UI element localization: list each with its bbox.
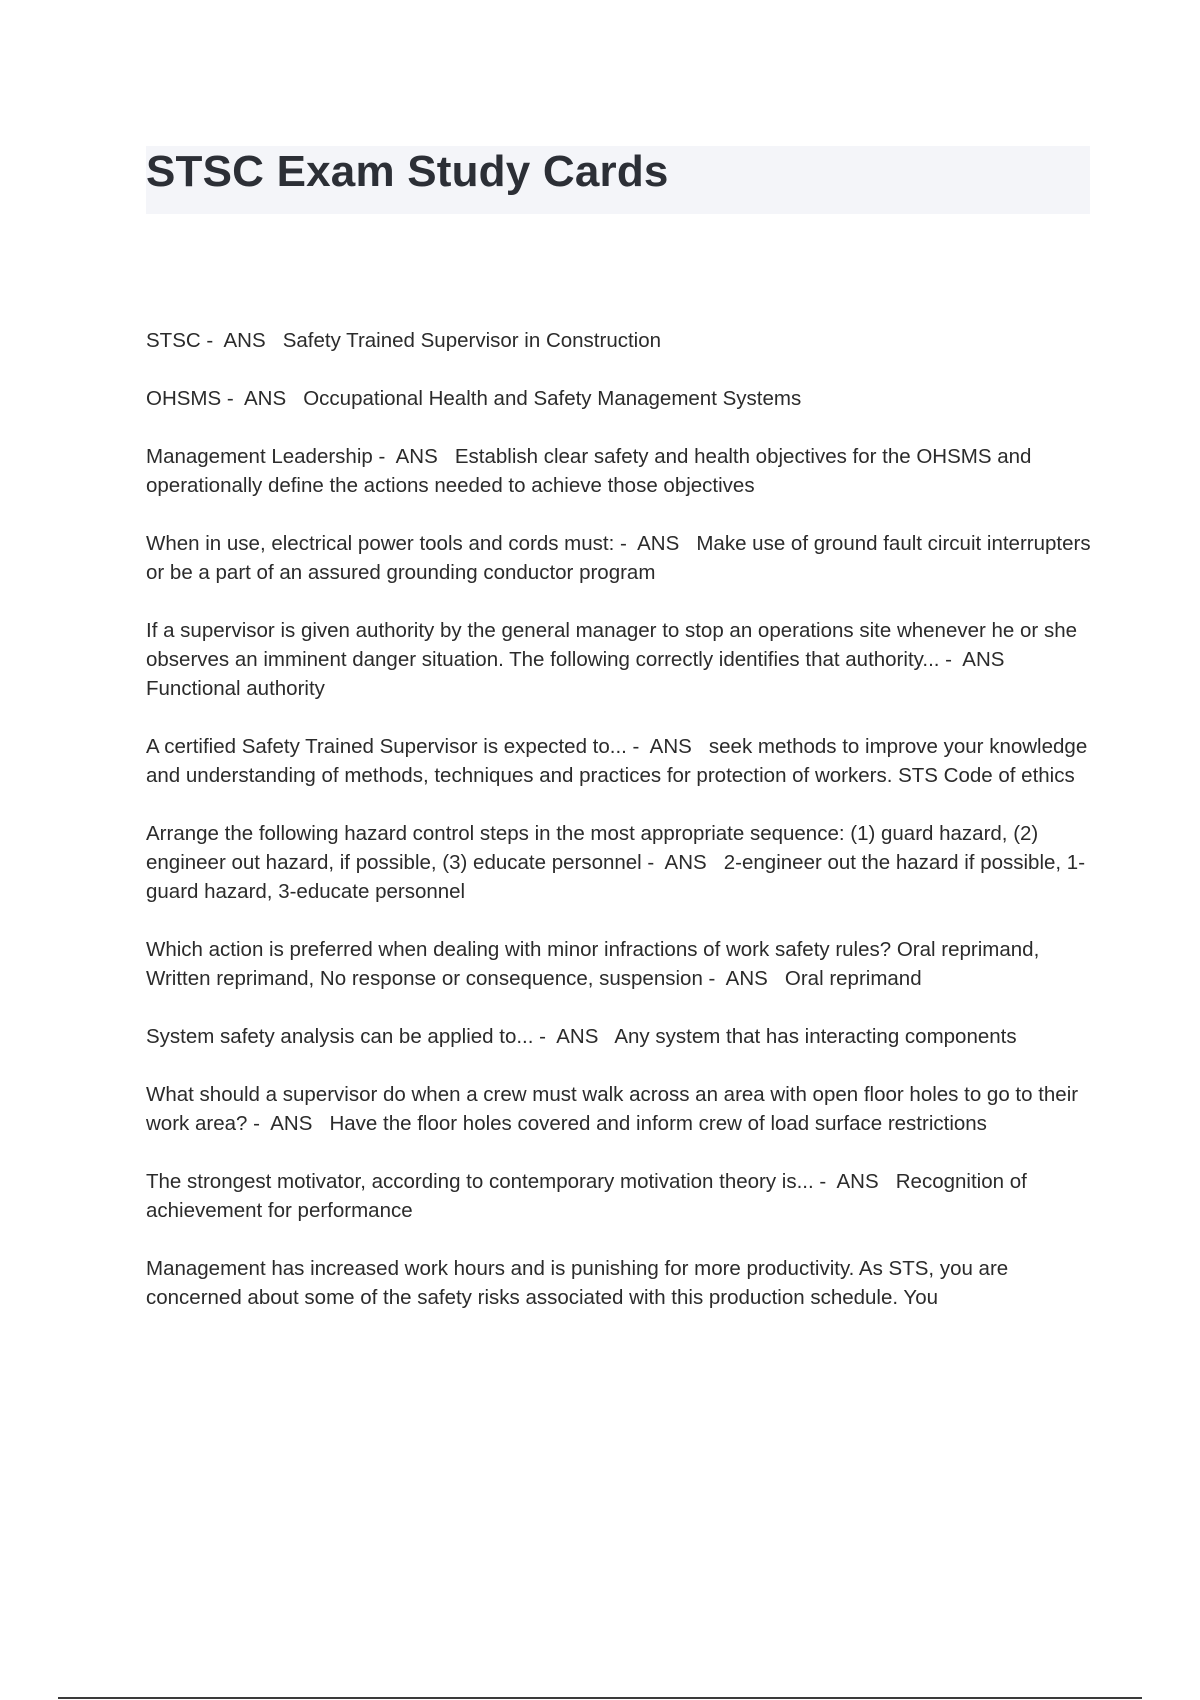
card-separator: -: [247, 1112, 271, 1135]
study-card-list: [146, 326, 1094, 1341]
card-question: STSC: [146, 329, 201, 352]
card-answer: Recognition of achievement for performance: [146, 1170, 1027, 1222]
study-card-item: [146, 616, 1094, 703]
card-question: Management Leadership: [146, 445, 373, 468]
answer-label: ANS: [395, 445, 438, 468]
card-question: System safety analysis can be applied to...: [146, 1025, 534, 1048]
study-card-item: [146, 326, 1094, 355]
study-card-item-truncated: Management has increased work hours and is punishing for more productivity. As STS, you are concerned about some of the safety risks associated with this production schedule. You: [146, 1257, 1009, 1309]
answer-label: ANS: [243, 387, 287, 410]
study-card-item: [146, 442, 1094, 500]
answer-label: ANS: [836, 1170, 879, 1193]
card-separator: -: [372, 445, 396, 468]
card-question: When in use, electrical power tools and cords must:: [146, 532, 615, 555]
card-question: Which action is preferred when dealing with minor infractions of work safety rules? Oral reprimand, Written reprimand, No response or consequence, suspension: [146, 938, 1040, 990]
footer-divider: [58, 1697, 1142, 1699]
study-card-item: [146, 384, 1094, 413]
card-answer: Any system that has interacting components: [614, 1025, 1017, 1048]
card-separator: -: [702, 967, 726, 990]
answer-label: ANS: [223, 329, 266, 352]
card-separator: -: [813, 1170, 837, 1193]
card-question: What should a supervisor do when a crew must walk across an area with open floor holes to go to their work area?: [146, 1083, 1079, 1135]
card-separator: -: [641, 851, 665, 874]
study-card-item: [146, 935, 1094, 993]
card-answer: 2-engineer out the hazard if possible, 1-guard hazard, 3-educate personnel: [146, 851, 1086, 903]
card-answer: Make use of ground fault circuit interrupters or be a part of an assured grounding conductor program: [146, 532, 1091, 584]
card-answer: Have the floor holes covered and inform crew of load surface restrictions: [329, 1112, 987, 1135]
card-separator: -: [221, 387, 244, 410]
card-question: If a supervisor is given authority by the general manager to stop an operations site whenever he or she observes an imminent danger situation. The following correctly identifies that authority...: [146, 619, 1078, 671]
answer-label: ANS: [962, 648, 1005, 671]
card-answer: Establish clear safety and health objectives for the OHSMS and operationally define the actions needed to achieve those objectives: [146, 445, 1032, 497]
answer-label: ANS: [270, 1112, 313, 1135]
page-title: STSC Exam Study Cards: [146, 147, 669, 196]
answer-label: ANS: [649, 735, 692, 758]
study-card-item: [146, 732, 1094, 790]
study-card-item: [146, 819, 1094, 906]
card-answer: Oral reprimand: [784, 967, 922, 990]
card-answer: Safety Trained Supervisor in Construction: [282, 329, 662, 352]
card-question: OHSMS: [146, 387, 222, 410]
card-separator: -: [200, 329, 224, 352]
study-card-item: [146, 1080, 1094, 1138]
card-answer: seek methods to improve your knowledge and understanding of methods, techniques and practices for protection of workers. STS Code of ethics: [146, 735, 1088, 787]
study-card-item: [146, 1167, 1094, 1225]
study-card-item: [146, 529, 1094, 587]
card-answer: Occupational Health and Safety Management Systems: [303, 387, 802, 410]
card-separator: -: [614, 532, 638, 555]
card-question: The strongest motivator, according to contemporary motivation theory is...: [146, 1170, 814, 1193]
card-question: Arrange the following hazard control steps in the most appropriate sequence: (1) guard hazard, (2) engineer out hazard, if possible, (3) educate personnel: [146, 822, 1039, 874]
card-answer: Functional authority: [146, 677, 325, 700]
answer-label: ANS: [664, 851, 707, 874]
answer-label: ANS: [637, 532, 680, 555]
study-card-item: [146, 1022, 1094, 1051]
card-separator: -: [533, 1025, 557, 1048]
card-separator: -: [939, 648, 963, 671]
answer-label: ANS: [725, 967, 768, 990]
card-question: A certified Safety Trained Supervisor is expected to...: [146, 735, 627, 758]
card-separator: -: [626, 735, 650, 758]
answer-label: ANS: [556, 1025, 599, 1048]
